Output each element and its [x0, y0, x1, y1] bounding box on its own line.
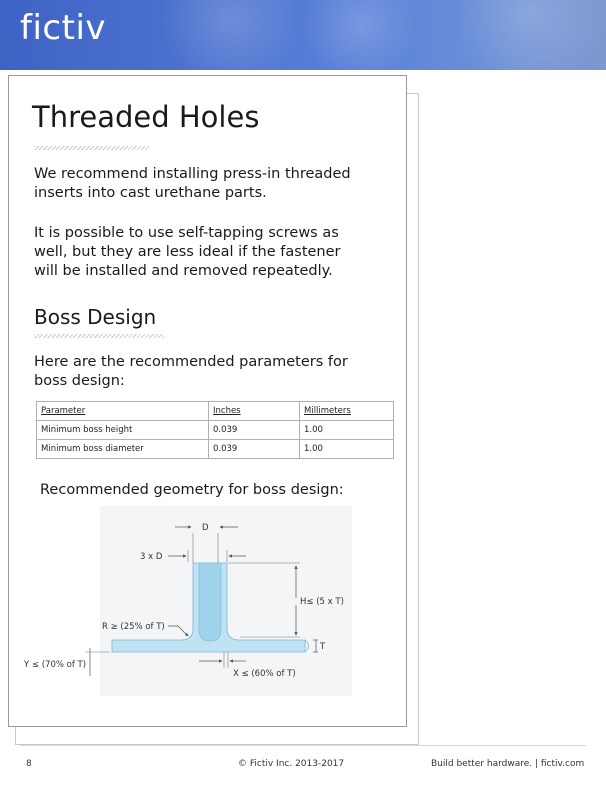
table-cell: 1.00 — [300, 421, 394, 440]
h-label: H≤ (5 x T) — [300, 597, 344, 607]
section-title: Boss Design — [34, 305, 157, 329]
page-title: Threaded Holes — [32, 100, 260, 134]
t-label: T — [320, 642, 326, 652]
section-intro: Here are the recommended parameters for boss design: — [34, 354, 348, 389]
table-cell: 1.00 — [300, 440, 394, 459]
footer-divider — [20, 745, 586, 746]
column-header-inches: Inches — [209, 402, 300, 421]
column-header-parameter: Parameter — [37, 402, 209, 421]
paragraph-inserts: We recommend installing press-in threaded inserts into cast urethane parts. — [34, 166, 351, 201]
table-cell: Minimum boss height — [37, 421, 209, 440]
x-label: X ≤ (60% of T) — [233, 669, 296, 679]
paragraph-self-tapping: It is possible to use self-tapping screws as well, but they are less ideal if the fastener will be installed and removed repeatedly. — [34, 225, 341, 279]
column-header-millimeters: Millimeters — [300, 402, 394, 421]
fictiv-logo[interactable]: fictiv — [20, 8, 107, 48]
page-number: 8 — [26, 759, 32, 769]
d-label: D — [202, 523, 209, 533]
footer-copyright: © Fictiv Inc. 2013-2017 — [238, 759, 345, 769]
table-cell: Minimum boss diameter — [37, 440, 209, 459]
y-label: Y ≤ (70% of T) — [24, 660, 87, 670]
three-d-label: 3 x D — [140, 552, 163, 562]
boss-hole-shape — [199, 563, 221, 641]
footer-tagline-link[interactable]: Build better hardware. | fictiv.com — [431, 759, 585, 769]
table-cell: 0.039 — [209, 421, 300, 440]
table-cell: 0.039 — [209, 440, 300, 459]
geometry-title: Recommended geometry for boss design: — [40, 482, 344, 498]
r-label: R ≥ (25% of T) — [102, 622, 165, 632]
